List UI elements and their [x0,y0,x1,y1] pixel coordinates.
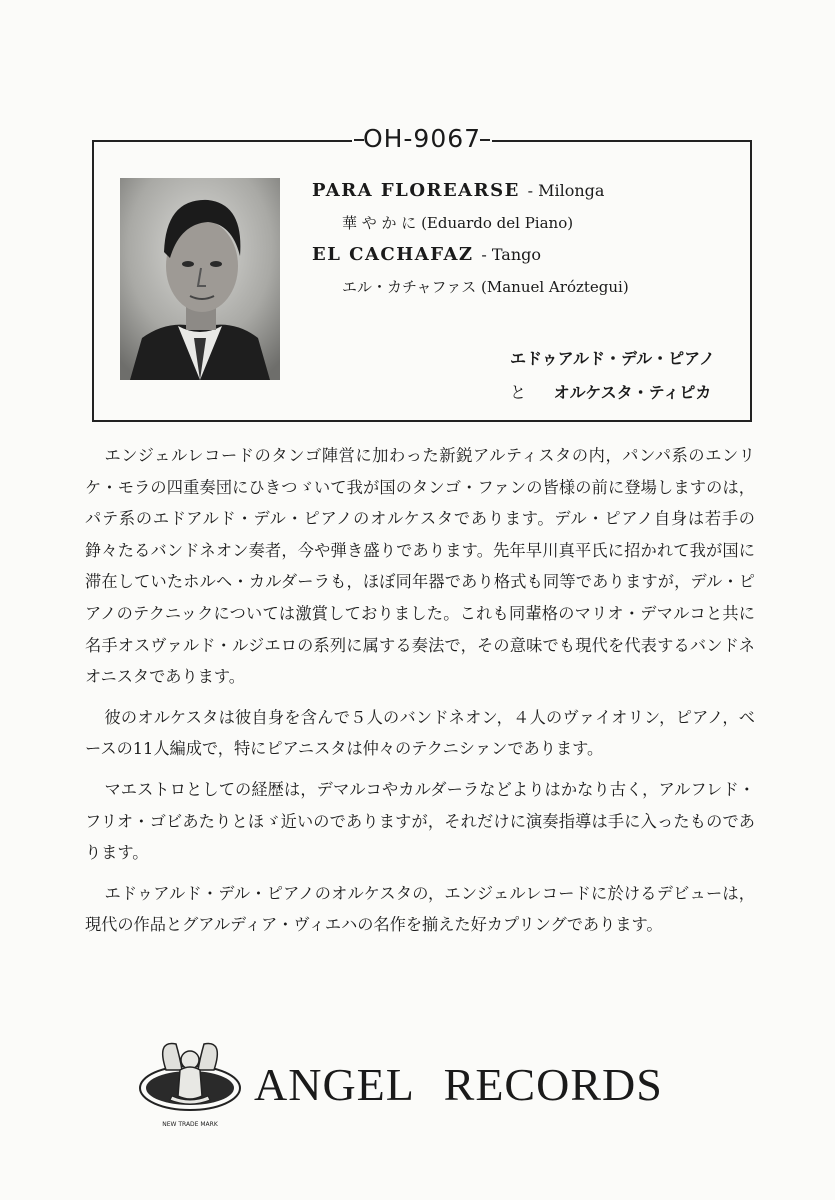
portrait-image [120,178,280,380]
artist-line-1: エドゥアルド・デル・ピアノ [510,349,715,368]
liner-notes [85,440,755,950]
artist-credit [510,342,715,410]
track-2-japanese-title: エル・カチャファス (Manuel Aróztegui) [342,278,629,296]
track-list [312,176,732,304]
track-2-genre: - Tango [481,245,541,264]
angel-logo [136,1030,244,1130]
paragraph-4: エドゥアルド・デル・ピアノのオルケスタの，エンジェルレコードに於けるデビューは，現代の作品とグアルディア・ヴィエハの名作を揃えた好カプリングであります。 [85,883,755,935]
track-1 [312,176,732,240]
brand-name: ANGEL RECORDS [254,1059,663,1110]
catalog-number: OH-9067 [352,122,492,156]
paragraph-3: マエストロとしての経歴は，デマルコやカルダーラなどよりはかなり古く，アルフレド・フリオ・ゴビあたりとほゞ近いのでありますが，それだけに演奏指導は手に入ったものであります。 [85,779,755,863]
track-2 [312,240,732,304]
paragraph-1: エンジェルレコードのタンゴ陣営に加わった新鋭アルティスタの内，パンパ系のエンリケ・モラの四重奏団にひきつゞいて我が国のタンゴ・ファンの皆様の前に登場しますのは，パテ系のエドアルド・デル・ピアノのオルケスタであります。デル・ピアノ自身は若手の錚々たるバンドネオン奏者，今や弾き盛りであります。先年早川真平氏に招かれて我が国に滞在していたホルヘ・カルダーラも，ほぼ同年器であり格式も同等でありますが，デル・ピアノのテクニックについては激賞しておりました。これも同輩格のマリオ・デマルコと共に名手オスヴァルド・ルジエロの系列に属する奏法で，その意味でも現代を代表するバンドネオニスタであります。 [85,446,755,687]
artist-line-2: オルケスタ・ティピカ [553,383,712,402]
artist-conjunction: と [510,383,527,402]
angel-logo-icon [136,1030,244,1130]
logo-trademark-text: NEW TRADE MARK [162,1121,218,1128]
paragraph-2: 彼のオルケスタは彼自身を含んで５人のバンドネオン，４人のヴァイオリン，ピアノ，ベースの11人編成で，特にピアニスタは仲々のテクニシァンであります。 [85,707,755,759]
track-1-genre: - Milonga [527,181,605,200]
track-1-title: PARA FLOREARSE [312,180,520,201]
track-1-japanese-title: 華 や か に (Eduardo del Piano) [342,214,574,232]
track-2-title: EL CACHAFAZ [312,244,474,265]
artist-photo [120,178,280,380]
